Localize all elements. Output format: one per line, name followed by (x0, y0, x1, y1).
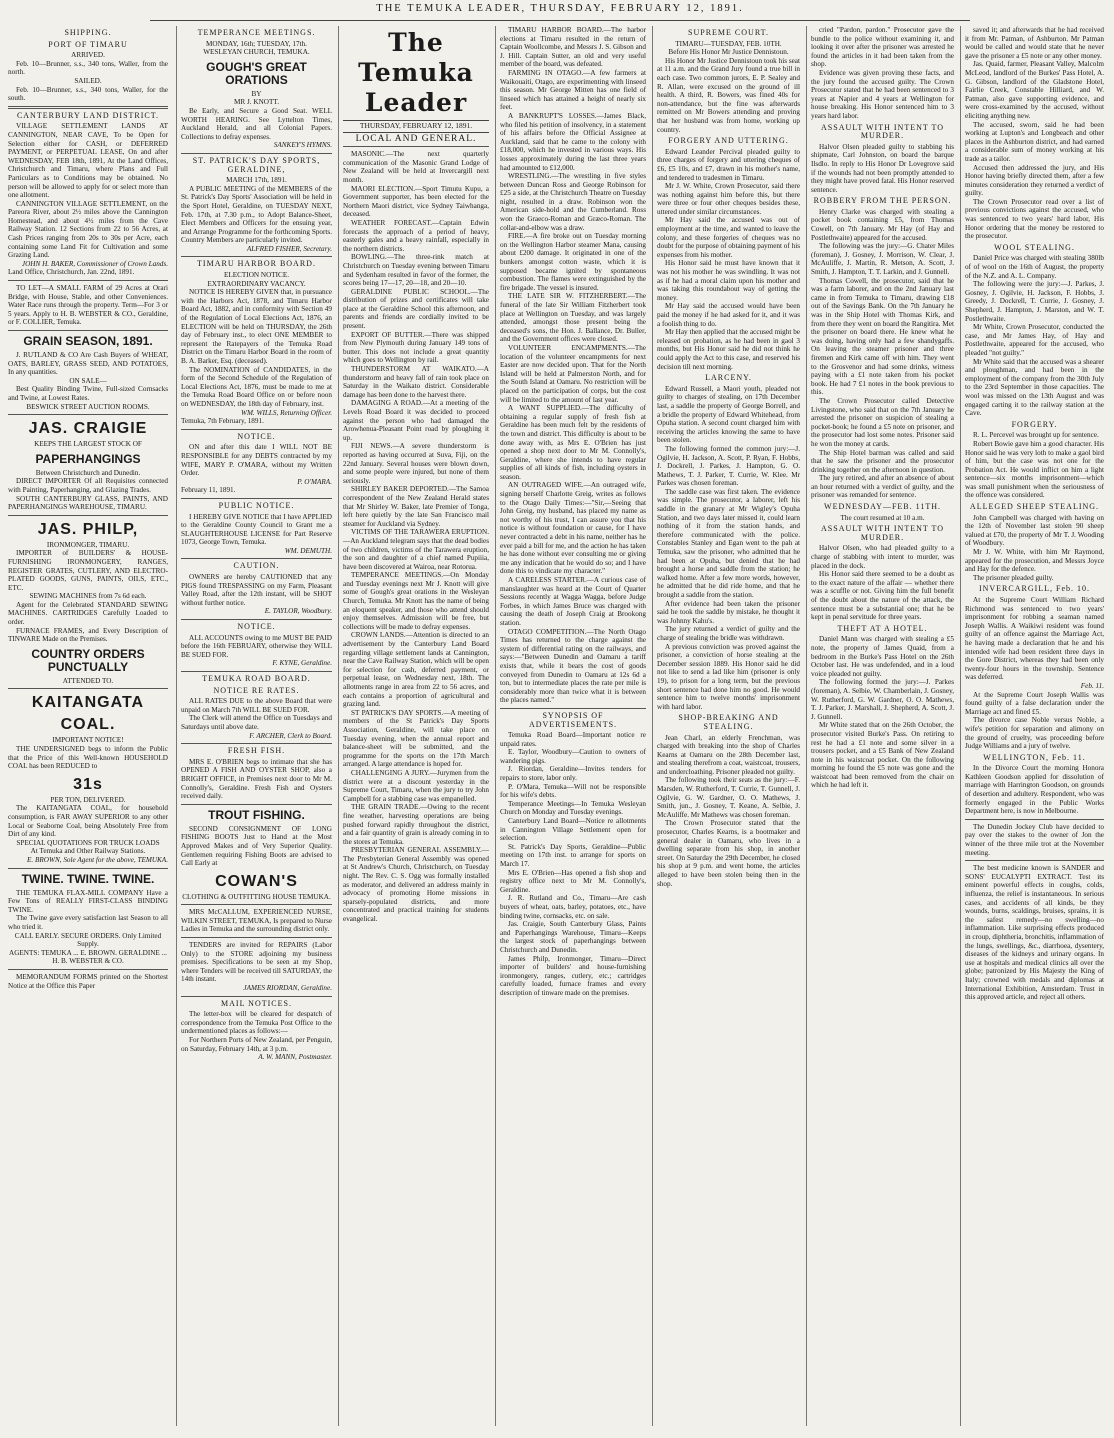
fresh-fish-text: MRS E. O'BRIEN begs to intimate that she has OPENED A FISH AND OYSTER SHOP, also a BRIGHT OFFICE, in Premises next door to Mr M. Connolly's, Geraldine. Fresh Fish and Oysters received daily. (181, 757, 332, 801)
notice2-heading: NOTICE. (237, 622, 276, 632)
grain-season-heading: GRAIN SEASON, 1891. (23, 334, 153, 348)
divider (181, 743, 332, 744)
robbery-heading: ROBBERY FROM THE PERSON. (813, 196, 952, 206)
tender-signature: JAMES RIORDAN, Geraldine. (243, 984, 332, 993)
forgery2-heading: FORGERY. (1011, 419, 1058, 429)
news-item: THE GRAIN TRADE.—Owing to the recent fine weather, harvesting operations are being pushed forward rapidly throughout the district, and a fair quantity of grain is already coming in to the stores at Temuka. (343, 803, 489, 846)
court-item: R. L. Percevel was brought up for sentence. (973, 431, 1099, 440)
by-label: BY (251, 89, 262, 98)
court-item: The Ship Hotel barman was called and said that he saw the prisoner and the prosecutor drinking together on the afternoon in question. (811, 448, 954, 474)
news-item: AN OUTRAGED WIFE.—An outraged wife, signing herself Charlotte Greig, writes as follows to the Otago Daily Times:—"Sir,—Seeing that John Greig, my husband, has placed my name as not worthy of his trust, I can assure you that his notice is without foundation or cause, for I have never contracted a debt in his name, neither has he ever paid a bill for me, and the action he has taken he has done without ever consulting me or giving me any indication that he would do so; and I have done this to vindicate my character." (500, 481, 646, 576)
synopsis-item: Mrs E. O'Brien—Has opened a fish shop and registry office next to Mr M. Connolly's, Geraldine. (500, 868, 646, 894)
twine-agents: AGENTS: TEMUKA ... E. BROWN. GERALDINE ... H. B. WEBSTER & CO. (9, 948, 167, 966)
land-ad-date: Land Office, Christchurch, Jan. 22nd, 1891. (8, 268, 135, 277)
synopsis-item: James Philp, Ironmonger, Timaru—Direct importer of builders' and house-furnishing ironmongery, ranges, cutlery, etc.; cartridges carefully loaded, furnace frames and every description of tinware made on the premises. (500, 954, 646, 997)
court-item: Evidence was given proving these facts, and the jury found the accused guilty. The Crown Prosecutor stated that he had been sentenced to 3 years at Napier and 4 years at Wellington for house breaking. His Honor sentenced him to 3 years hard labor. (811, 68, 954, 120)
court-item: The accused, sworn, said he had been working at Lupton's and Longbeach and other places in the Ashburton district, and had earned a considerable sum of money working at his trade as a tailor. (965, 120, 1104, 163)
court-item: The divorce case Noble versus Noble, a wife's petition for separation and alimony on the ground of cruelty, was proceeding before Judge Williams and a jury of twelve. (965, 716, 1104, 751)
caution-heading: CAUTION. (233, 561, 280, 571)
court-item: In the Divorce Court the morning Honora Kathleen Goodson applied for dissolution of marriage with Harrington Goodson, on grounds of desertion and adultery. Respondent, who was formerly engaged in the Public Works Department here, is now in Melbourne. (965, 764, 1104, 816)
shop-breaking-heading: SHOP-BREAKING AND STEALING. (678, 713, 779, 731)
public-notice-heading: PUBLIC NOTICE. (218, 500, 295, 510)
twine-heading: TWINE. TWINE. TWINE. (21, 871, 155, 886)
synopsis-item: J. Riordan, Geraldine—Invites tenders for repairs to store, labor only. (500, 765, 646, 783)
divider (181, 498, 332, 499)
forgery-heading: FORGERY AND UTTERING. (668, 136, 789, 146)
news-item: WEATHER FORECAST.—Captain Edwin forecasts the approach of a period of heavy, easterly gales and a heavy rainfall, especially in the northern districts. (343, 218, 489, 253)
court-item: The jury returned a verdict of guilty and the charge of stealing the bridle was withdrawn. (657, 625, 800, 642)
memorandum-ad: MEMORANDUM FORMS printed on the Shortest Notice at the Office this Paper (8, 972, 168, 990)
synopsis-item: E. Taylor, Woodbury—Caution to owners of wandering pigs. (500, 748, 646, 765)
divider (181, 671, 332, 672)
stpatrick-date: MARCH 17th, 1891. (226, 176, 287, 185)
call-early: CALL EARLY. SECURE ORDERS. Only Limited Supply. (14, 931, 162, 949)
divider (8, 280, 168, 281)
news-item: OTAGO COMPETITION.—The North Otago Times has returned to the charge against the system of differential rating on the railways, and says:—"Between Dunedin and Oamaru a tariff exists that, while it bears the cost of goods conveyed from Dunedin to Oamaru at 12s 6d a ton, but to intermediate places the rate per mile is considerably more than twice what it is between the places named." (500, 627, 646, 705)
harbour-text: NOTICE IS HEREBY GIVEN that, in pursuance with the Harbors Act, 1878, and Timaru Harbor Board Act, 1882, and in conformity with Section 49 of the Regulation of Local Elections Act, 1876, an ELECTION will be held on THURSDAY, the 26th day of February inst., to elect ONE MEMBER to represent the Ratepayers of the Temuka Road District on the Timaru Harbor Board in the room of B. A. Barker, Esq. (deceased). (181, 288, 332, 365)
synopsis-item: St. Patrick's Day Sports, Geraldine—Public meeting on 17th inst. to arrange for sports on March 17. (500, 842, 646, 868)
wellington-heading: WELLINGTON, Feb. 11. (983, 752, 1086, 762)
grain-ad-text-2: Best Quality Binding Twine, Full-sized Cornsacks and Twine, at Lowest Rates. (8, 385, 168, 402)
special-quotations: SPECIAL QUOTATIONS FOR TRUCK LOADS (16, 838, 160, 847)
divider (181, 996, 332, 997)
divider (8, 969, 168, 970)
court-item: The prisoner pleaded guilty. (973, 573, 1054, 582)
tender-ad: TENDERS are invited for REPAIRS (Labor Only) to the STORE adjoining my business premises. Specifications to be seen at my Shop, where Tenders will be received till SATURDAY, the 14th instant. (181, 941, 332, 984)
temperance-text: Be Early, and Secure a Good Seat. WELL WORTH HEARING. See Lyttelton Times, Auckland Herald, and all Colonial Papers. Collections to defray expenses. (181, 106, 332, 141)
philp-agent: Agent for the Celebrated STANDARD SEWING MACHINES. CARTRIDGES Carefully Loaded to order. (8, 600, 168, 627)
harbour-date: Temuka, 7th February, 1891. (181, 417, 264, 426)
rates-text: ALL RATES DUE to the above Board that were unpaid on March 7th WILL BE SUED FOR. (181, 697, 332, 714)
notice-heading: NOTICE. (237, 431, 276, 441)
wednesday-heading: WEDNESDAY—FEB. 11TH. (824, 502, 941, 512)
mccallum-ad: MRS McCALLUM, EXPERIENCED NURSE, WILKIN STREET, TEMUKA, Is prepared to Nurse Ladies in Temuka and the surrounding district only. (181, 908, 332, 934)
stpatrick-heading: ST. PATRICK'S DAY SPORTS, GERALDINE, (192, 155, 321, 174)
knott-name: MR J. KNOTT. (234, 98, 279, 107)
news-item: BOWLING.—The three-rink match at Christchurch on Tuesday evening between Timaru and Sydenham resulted in favor of the former, the scores being 17—17, 20—18, and 20—10. (343, 253, 489, 288)
court-item: Mr Hay said the accused was out of employment at the time, and wanted to leave the colony, and these forgeries of cheques was no doubt for the purpose of obtaining payment of his expenses from his mother. (657, 216, 800, 259)
temperance-heading: TEMPERANCE MEETINGS. (197, 28, 316, 37)
divider (965, 860, 1104, 861)
court-item: The jury retired, and after an absence of about an hour returned with a verdict of guilty, and the prisoner was remanded for sentence. (811, 474, 954, 500)
notice2-signature: F. KYNE, Geraldine. (272, 659, 332, 668)
column-3 (338, 26, 493, 1426)
philp-heading: JAS. PHILP, (37, 520, 139, 538)
news-item: A CARELESS STARTER.—A curious case of manslaughter was heard at the Court of Quarter Sessions recently at Wagga Wagga, before Judge Forbes, in which James Bruce was charged with causing the death of Joseph Craig at Brookong station. (500, 576, 646, 627)
court-item: saved it; and afterwards that he had received it from Mr. Patman, of Ashburton. Mr Patman would be called and would state that he never gave the prisoner a £5 note or any other money. (965, 26, 1104, 60)
news-item: THUNDERSTORM AT WAIKATO.—A thunderstorm and heavy fall of rain took place on Saturday in the Waikato district. Considerable damage has been done to the harvest there. (343, 365, 489, 399)
sailed-text: Feb. 10—Brunner, s.s., 340 tons, Waller, for the south. (8, 85, 168, 103)
theft-heading: THEFT AT A HOTEL. (837, 623, 928, 633)
cowan-subheading: CLOTHING & OUTFITTING HOUSE TEMUKA. (182, 892, 331, 901)
on-sale-label: ON SALE— (69, 376, 107, 385)
sheep-stealing-heading: ALLEGED SHEEP STEALING. (969, 502, 1100, 512)
eucalypti-ad: The best medicine known is SANDER and SONS' EUCALYPTI EXTRACT. Test its eminent powerful effects in coughs, colds, influenza, the relief is instantaneous. In serious cases, and accidents of all kinds, be they wounds, burns, scaldings, bruises, sprains, it is the safest remedy—no swelling—no inflammation. Like surprising effects produced in croup, diphtheria, bronchitis, inflammation of the lungs, swellings, &c., diarrhoea, dysentery, diseases of the kidneys and urinary organs. In use at hospitals and medical clinics all over the globe; patronized by His Majesty the King of Italy; crowned with medals and diplomas at International Exhibition, Amsterdam. Trust in this approved article, and reject all others. (965, 864, 1104, 1002)
trout-fishing-text: SECOND CONSIGNMENT OF LONG FISHING BOOTS Just to Hand at the Most Approved Makes and of Very Superior Quality. Gentlemen requiring Fishing Boots are advised to Call Early at (181, 824, 332, 868)
court-item: At the Supreme Court William Richard Richmond was sentenced to two years' imprisonment for robbing a seaman named Joseph Wallis. A Waikiwi resident was found guilty of an offence against the Marriage Act, he having made a declaration that he and his intended wife had been resident three days in the Gore District, whereas they had been only twenty-four hours in the township. Sentence was deferred. (965, 596, 1104, 682)
news-item: SHIRLEY BAKER DEPORTED.—The Samoa correspondent of the New Zealand Herald states that Mr Shirley W. Baker, late Premier of Tonga, left here quietly by the late San Francisco mail steamer for Auckland via Sydney. (343, 485, 489, 528)
philp-sewing: SEWING MACHINES from 7s 6d each. (29, 592, 147, 601)
synopsis-item: Temperance Meetings—In Temuka Wesleyan Church on Monday and Tuesday evenings. (500, 799, 646, 817)
court-item: Mr Hay then applied that the accused might be released on probation, as he had been in gaol 3 months, but His Honor said he did not think he could apply the Act to this case, and reserved his decision till next morning. (657, 328, 800, 371)
divider (181, 256, 332, 257)
rates-text-2: The Clerk will attend the Office on Tuesdays and Saturdays until above date. (181, 714, 332, 731)
court-item: Jas. Quaid, farmer, Pleasant Valley, Malcolm McLeod, landlord of the Burkes' Pass Hotel, A. G. Gibson, landlord of the Gladstone Hotel, Fairlie Creek, Constable Hilliard, and W. Patman, also gave supporting evidence, and were cross-examined by the accused, without eliciting anything new. (965, 60, 1104, 120)
rates-heading: NOTICE RE RATES. (213, 685, 300, 695)
court-item: After evidence had been taken the prisoner said he took the saddle by mistake, he thought it was Johnny Kahu's. (657, 599, 800, 625)
public-notice-text: I HEREBY GIVE NOTICE that I have APPLIED to the Geraldine County Council to Grant me a SLAUGHTERHOUSE LICENSE for Part Reserve 1073, George Town, Temuka. (181, 512, 332, 547)
court-item: Daniel Mann was charged with stealing a £5 note, the property of James Quaid, from a bedroom in the Burke's Pass Hotel on the 26th October last. He was undefended, and in a loud voice pleaded not guilty. (811, 635, 954, 678)
land-ad-text: VILLAGE SETTLEMENT LANDS AT CANNINGTON, NEAR CAVE, To be Open for Selection either for CASH, or DEFERRED PAYMENT, or PERPETUAL LEASE, On and after WEDNESDAY, FEB 18th, 1891, At the Land Offices, Christchurch and Timaru, where Plans and Full Particulars as to Conditions may be obtained. No person will be allowed to apply for or select more than one allotment. (8, 122, 168, 200)
sailed-label: SAILED. (74, 76, 102, 85)
court-item: cried "Pardon, pardon." Prosecutor gave the bundle to the police without examining it, and looking it over after the prisoner was arrested he found the articles in it had been taken from the shop. (811, 26, 954, 69)
news-item: VOLUNTEER ENCAMPMENTS.—The location of the volunteer encampments for next Easter are now decided upon. That for the North Island will be held at Palmerston North, and for the South Island at Oamaru. No restriction will be placed on the participation of corps, but the cost will be limited to the amount of last year. (500, 343, 646, 404)
notice-signature: P. O'MARA. (297, 477, 332, 486)
notice-text: ON and after this date I WILL NOT BE RESPONSIBLE for any DEBTS contracted by my WIFE, MARY P. O'MARA, without my Written Order. (181, 443, 332, 478)
coal-text: THE UNDERSIGNED begs to inform the Public that the Price of this Well-known HOUSEHOLD COAL has been REDUCED to (8, 745, 168, 771)
news-item: FIJI NEWS.—A severe thunderstorm is reported as having occurred at Suva, Fiji, on the 22nd January. Several houses were blown down, and some people were injured, but none of them seriously. (343, 442, 489, 485)
court-item: Mr White stated that on the 26th October, the prosecutor visited Burke's Pass. On retiring to rest he had a £1 note and some silver in a trousers pocket, and a £5 Bank of New Zealand note in his waistcoat pocket. On the following morning he found the £5 note was gone and the waistcoat had been removed from the chair on which he had left it. (811, 721, 954, 790)
news-item: PRESBYTERIAN GENERAL ASSEMBLY.—The Presbyterian General Assembly was opened at St Andrew's Church, Christchurch, on Tuesday night. The Rev. C. S. Ogg was formally installed as moderator, and delivered an address mainly in advocacy of promoting Home missions in sparsely-populated districts, and more concentrated and practical training for students evangelical. (343, 846, 489, 924)
court-item: Halvor Olsen, who had pleaded guilty to a charge of stabbing with intent to murder, was placed in the dock. (811, 544, 954, 570)
news-item: DAMAGING A ROAD.—At a meeting of the Levels Road Board it was decided to proceed against the person who had damaged the Arowhenua-Pleasant Point road by ploughing it up. (343, 399, 489, 442)
divider (965, 819, 1104, 820)
court-item: Mr Hay said the accused would have been paid the money if he had asked for it, and it was a foolish thing to do. (657, 302, 800, 328)
court-item: Henry Clarke was charged with stealing a pocket book containing £5, from Thomas Cowell, on 7th January. Mr Hay (of Hay and Postlethwaite) appeared for the accused. (811, 207, 954, 242)
column-6 (806, 26, 958, 1426)
divider (181, 904, 332, 905)
court-item: Jean Charl, an elderly Frenchman, was charged with breaking into the shop of Charles Kearns at Oamaru on the 28th December last, and stealing therefrom a coat, waistcoat, trousers, and undercloathing. Prisoner pleaded not guilty. (657, 733, 800, 776)
grain-ad-text: J. RUTLAND & CO Are Cash Buyers of WHEAT, OATS, BARLEY, GRASS SEED, AND POTATOES, In any quantities. (8, 351, 168, 377)
wesleyan-church: WESLEYAN CHURCH, TEMUKA. (203, 48, 310, 57)
important-notice: IMPORTANT NOTICE! (52, 736, 124, 745)
supreme-court-heading: SUPREME COURT. (688, 28, 769, 37)
news-item: FARMING IN OTAGO.—A few farmers at Waikouaiti, Otago, are experimenting with linseed this season. Mr George Mitten has one field of linseed which has attained a height of nearly six feet. (500, 68, 646, 112)
newspaper-logo: The Temuka Leader (358, 28, 474, 117)
notice2-text: ALL ACCOUNTS owing to me MUST BE PAID before the 16th FEBRUARY, otherwise they WILL BE SUED FOR. (181, 633, 332, 659)
court-item: The saddle case was first taken. The evidence was simple. The prosecutor, a laborer, left his saddle in the granary at Mr Wigley's Opuha Station, and two days later missed it, could learn nothing of it from the station hands, and therefore communicated with the police. Constables Stanley and Egan went to the pah at Temuka, saw the prisoner, who admitted that he had been at Opuha, but denied that he had brought a horse and saddle from the station; he walked home. After a few more words, however, he admitted that he did ride home, and that he brought a saddle from the station. (657, 487, 800, 599)
paperhangings-heading: PAPERHANGINGS (35, 451, 141, 466)
coal-price: 31s (73, 775, 103, 793)
court-item: Edward Leander Percival pleaded guilty to three charges of forgery and uttering cheques of £6, £5 10s, and £7, drawn in his mother's name, and tendered to tradesmen in Timaru. (657, 147, 800, 182)
attended-label: ATTENDED TO. (62, 676, 114, 685)
divider (181, 153, 332, 154)
shipping-heading: SHIPPING. (64, 28, 112, 37)
temperance-dates: MONDAY, 16th; TUESDAY, 17th. (206, 39, 307, 48)
news-item: FIRE.—A fire broke out on Tuesday morning on the Wellington Harbor steamer Mana, causing about £200 damage. It originated in one of the bunkers amongst cotton waste, which it is supposed became ignited by spontaneous combustion. The flames were extinguished by the fire brigade. The vessel is insured. (500, 232, 646, 292)
mail-notices-heading: MAIL NOTICES. (221, 998, 292, 1008)
court-item: The following formed the common jury:—J. Ogilvie, H. Jackson, A. Scott, P. Ryan, F. Hobbs, J. Dockrell, J. Parkes, J. Hampton, G. O. Mathews, T. J. Parker, T. Currie, W. Klee. Mr Parkes was chosen foreman. (657, 444, 800, 488)
synopsis-item: Temuka Road Board—Important notice re unpaid rates. (500, 731, 646, 748)
assault-heading: ASSAULT WITH INTENT TO MURDER. (821, 122, 944, 141)
land-ad-text-2: CANNINGTON VILLAGE SETTLEMENT, on the Pareora River, about 2½ miles above the Cannington Homestead, and about 4½ miles from the Cave Railway Station. 12 Sections from 22 to 56 Acres, at Cash Prices ranging from 20s to 30s per Acre, each containing some Land Fit for Cultivation and some Grazing Land. (8, 199, 168, 260)
cowan-heading: COWAN'S (215, 872, 298, 890)
court-item: The following were the jury:—J. Parkes, J. Gosney, J. Ogilvie, H. Jackson, F. Hobbs, J. Greedy, J. Dockrell, T. Currie, J. Gosney, J. Shepherd, J. Hampton, J. Marston, and W. T. Postlethwaite. (965, 280, 1104, 323)
court-item: Halvor Olsen pleaded guilty to stabbing his shipmate, Carl Johnston, on board the barque Ilsdlo. In reply to His Honor Dr Lovegrove said if the wounds had not been promptly attended to they might have proved fatal. His Honor reserved sentence. (811, 142, 954, 194)
court-item: Mr White said that the accused was a shearer and ploughman, and had been in the employment of the company from the 30th July to the 23rd September in those capacities. The wool was missed on the 13th August and was engaged carting it to the railway station at the Cave. (965, 357, 1104, 418)
court-item: Mr J. W. White, with him Mr Raymond, appeared for the prosecution, and Messrs Joyce and Hay for the defence. (965, 548, 1104, 574)
land-ad-signature: JOHN H. BAKER, Commissioner of Crown Lands. (21, 259, 168, 268)
news-item: TEMPERANCE MEETINGS.—On Monday and Tuesday evenings next Mr J. Knott will give some of Gough's great orations in the Wesleyan Church, Temuka. Mr Knott has the name of being an eloquent speaker, and those who attend should enjoy themselves. Admission will be free, but collections will be made to defray expenses. (343, 571, 489, 631)
mail-text-2: For Northern Ports of New Zealand, per Penguin, on Saturday, February 14th, at 3 p.m. (181, 1036, 332, 1053)
harbour-signature: WM. WILLS, Returning Officer. (240, 408, 332, 417)
stpatrick-text: A PUBLIC MEETING of the MEMBERS of the St. Patrick's Day Sports' Association will be held in the Sport Hotel, Geraldine, on TUESDAY NEXT, Feb. 17th, at 7.30 p.m., to Adopt Balance-Sheet, Elect Members and Officers for the ensuing year, and Arrange Programme for the forthcoming Sports. Country Members are particularly invited. (181, 184, 332, 245)
divider (8, 515, 168, 516)
news-item: The Dunedin Jockey Club have decided to pay over the stakes to the owner of Jon the winner of the three mile trot at the November meeting. (965, 822, 1104, 857)
local-general-heading: LOCAL AND GENERAL. (355, 133, 477, 144)
court-item: Thomas Cowell, the prosecutor, said that he was a farm laborer, and on the 2nd January last came in from Temuka to Timaru, drawing £18 out of the Savings Bank. On the 7th January he was in the Ship Hotel with Thomas Kirk, and from there they went on board the Rangitira. Met the prisoner on board there. He knew what he was doing, having only had a few shandygaffs. On leaving the steamer prisoner and three firemen and Kirk came off with him. They went to the Grosvenor and had some drinks, witness paying with a £1 note taken from his pocket book. He had 7 £1 notes in the book previous to this. (811, 276, 954, 397)
column-2 (176, 26, 336, 1426)
synopsis-heading: SYNOPSIS OF ADVERTISEMENTS. (528, 710, 618, 729)
to-let-ad: TO LET—A SMALL FARM of 29 Acres at Orari Bridge, with House, Stable, and other Conveniences. Water Race runs through the property. Term—For 3 or 5 years. Apply to H. B. WEBSTER & CO., Geraldine, or F. COLLIER, Temuka. (8, 284, 168, 327)
philp-subheading: IRONMONGER, TIMARU. (46, 540, 130, 549)
column-4 (495, 26, 650, 1426)
synopsis-item: P. O'Mara, Temuka—Will not be responsible for his wife's debts. (500, 782, 646, 800)
railway-stations: At Temuka and Other Railway Stations. (30, 847, 146, 856)
court-subheading: TIMARU—TUESDAY, FEB. 10TH. (675, 39, 782, 48)
masthead-text: THE TEMUKA LEADER, THURSDAY, FEBRUARY 12, 1891. (376, 3, 744, 14)
public-notice-signature: WM. DEMUTH. (284, 546, 332, 555)
caution-signature: E. TAYLOR, Woodbury. (264, 607, 332, 616)
court-item: The following took their seats as the jury:—F. Marsden, W. Rutherford, T. Currie, T. Gunnell, J. Ogilvie, G. W. Gardner, O. O. Mathews, J. Smith, jun., J. Gosney, T. Keane, A. Selbie, J. McAuliffe. Mr Mathews was chosen foreman. (657, 776, 800, 819)
divider (8, 414, 168, 415)
divider (181, 619, 332, 620)
court-item: Daniel Price was charged with stealing 380lb of of wool on the 16th of August, the property of the N.Z. and A. L. Company. (965, 254, 1104, 280)
rates-signature: F. ARCHER, Clerk to Board. (249, 731, 332, 740)
news-item: EXPORT OF BUTTER.—There was shipped from New Plymouth during January 149 tons of butter. This does not include a great quantity which goes to Wellington by rail. (343, 330, 489, 365)
stpatrick-signature: ALFRED FISHER, Secretary. (246, 244, 332, 253)
philp-text: IMPORTER of BUILDERS' & HOUSE-FURNISHING IRONMONGERY, RANGES, REGISTER GRATES, CUTLERY, AND ELECTRO-PLATED GOODS, GUNS, PAINTS, OILS, ETC., ETC. (8, 549, 168, 592)
land-district-heading: CANTERBURY LAND DISTRICT. (16, 110, 160, 120)
court-item: The following formed the jury:—J. Parkes (foreman), A. Selbie, W. Chamberlain, J. Gosney, W. Rutherford, G. W. Gardner, O. O. Mathews, T. J. Parker, J. Marshall, J. Shepherd, A. Scott, J. J. Gunnell. (811, 678, 954, 721)
harbour-board-heading: TIMARU HARBOR BOARD. (197, 259, 316, 269)
divider (181, 804, 332, 805)
news-item: A WANT SUPPLIED.—The difficulty of obtaining a regular supply of fresh fish at Geraldine has been much felt by the residents of the town and district. This difficulty is about to be done away with, as Mrs E. O'Brien has just opened a shop next door to Mr M. Connolly's, Geraldine, where she intends to have regular supplies of all kinds of fish, including oysters in season. (500, 404, 646, 481)
craigie-text-3: DIRECT IMPORTER Of all Requisites connected with Painting, Paperhanging, and Glazing Trades. (8, 477, 168, 494)
gough-heading: GOUGH'S GREAT ORATIONS (206, 59, 307, 87)
craigie-text-4: SOUTH CANTERBURY GLASS, PAINTS, AND PAPERHANGINGS WAREHOUSE, TIMARU. (8, 494, 168, 512)
kaitangata-heading: KAITANGATA (31, 694, 145, 712)
synopsis-item: J. R. Rutland and Co., Timaru—Are cash buyers of wheat, oats, barley, potatoes, etc., have binding twine, cornsacks, etc. on sale. (500, 894, 646, 920)
court-item: The following was the jury:—G. Chater Miles (foreman), J. Gosney, J. Morrison, W. Clear, J. McAuliffe, J. Martin, R. Metson, A. Scott, J. Smith, J. Hampton, T. T. Larkin, and J. Gunnell. (811, 242, 954, 277)
divider (181, 429, 332, 430)
arrived-label: ARRIVED. (71, 51, 105, 60)
court-item: His Honor said he must have known that it was not his mother he was swindling. It was not as if he had a moral claim upon his mother and was taking this roundabout way of getting the money. (657, 259, 800, 302)
mail-signature: A. W. MANN, Postmaster. (258, 1053, 332, 1062)
column-5 (652, 26, 804, 1426)
news-item: A BANKRUPT'S LOSSES.—James Black, who filed his petition of insolvency, in a statement of his affairs before the Official Assignee at Auckland, said that he came to the colony with £18,000, which he invested in various ways. His losses approximately during the last three years had amounted to £12,000. (500, 111, 646, 172)
assault2-heading: ASSAULT WITH INTENT TO MURDER. (821, 524, 944, 542)
divider (8, 688, 168, 689)
divider (8, 330, 168, 331)
divider (8, 868, 168, 869)
craigie-heading: JAS. CRAIGIE (28, 420, 148, 438)
court-before: Before His Honor Mr Justice Dennistoun. (668, 48, 789, 57)
news-item: CROWN LANDS.—Attention is directed to an advertisement by the Canterbury Land Board regarding village settlement lands at Cannington, near the Cave Railway Station, which will be open for selection for cash, deferred payment, or perpetual lease, on Wednesday next, 18th. The allotments range in area from 22 to 56 acres, and each contains a proportion of agricultural and grazing land. (343, 631, 489, 709)
fresh-fish-heading: FRESH FISH. (227, 746, 286, 756)
road-board-heading: TEMUKA ROAD BOARD. (202, 674, 311, 683)
trout-fishing-heading: TROUT FISHING. (208, 807, 305, 822)
country-orders-heading: COUNTRY ORDERS PUNCTUALLY (31, 646, 145, 674)
news-item: WRESTLING.—The wrestling in five styles between Duncan Ross and George Robinson for £25 a side, at the Christchurch Theatre on Tuesday night, resulted in a draw. Robinson won the American side-hold and the Cumberland. Ross won the Graeco-Roman and Græco-Roman. The collar-and-elbow was a draw. (500, 172, 646, 232)
column-7 (960, 26, 1108, 1426)
court-item: Mr White, Crown Prosecutor, conducted the case, and Mr James Hay, of Hay and Postlethwaite, appeared for the accused, who pleaded "not guilty." (965, 323, 1104, 357)
page-masthead (150, 3, 970, 21)
column-1 (8, 26, 172, 1426)
news-item: ST PATRICK'S DAY SPORTS.—A meeting of members of the St Patrick's Day Sports Association, Geraldine, will take place on Tuesday evening, when the annual report and balance-sheet will be submitted, and the programme for the sports on the 17th March arranged. A large attendance is hoped for. (343, 708, 489, 769)
news-item: TIMARU HARBOR BOARD.—The harbor elections at Timaru resulted in the return of Captain Woollcombe, and Messrs J. S. Gibson and J. Hill. Captain Sutter, an old and very useful member of the board, was defeated. (500, 26, 646, 69)
court-item: The Crown Prosecutor stated that the prosecutor, Charles Kearns, is a bootmaker and general dealer in Oamaru, who lives in a dwelling separate from his shop, in another street. On Saturday the 29th December, he closed his shop at 9 p.m. and went home, the articles alleged to have been stolen being then in the shop. (657, 819, 800, 888)
beswick-address: BESWICK STREET AUCTION ROOMS. (26, 402, 150, 411)
coal-heading: COAL. (60, 716, 116, 734)
divider (343, 146, 489, 147)
wool-stealing-heading: WOOL STEALING. (994, 242, 1075, 252)
news-item: CHALLENGING A JURY.—Jurymen from the district were at a discount yesterday in the Supreme Court, Timaru, when the jury to try John Campbell for a stabbing case was empanelled. (343, 768, 489, 803)
divider (181, 937, 332, 938)
court-resumed: The court resumed at 10 a.m. (840, 513, 925, 522)
news-item: MASONIC.—The next quarterly communication of the Masonic Grand Lodge of New Zealand will be held at Invercargill next month. (343, 150, 489, 184)
sankey-label: SANKEY'S HYMNS. (273, 141, 332, 150)
craigie-tagline: KEEPS THE LARGEST STOCK OF (34, 440, 142, 449)
court-item: Accused then addressed the jury, and His Honor having briefly directed them, after a few minutes consideration they returned a verdict of guilty. (965, 163, 1104, 198)
court-item: Mr J. W. White, Crown Prosecutor, said there was nothing against him before this, but there were three or four other cheques besides these, uttered under similar circumstances. (657, 182, 800, 216)
philp-furnace: FURNACE FRAMES, and Every Description of TINWARE Made on the Premises. (8, 626, 168, 644)
court-item: John Campbell was charged with having on the 12th of November last stolen 90 sheep valued at £70, the property of Mr T. J. Wooding of Woodbury. (965, 513, 1104, 548)
divider (500, 708, 646, 709)
court-item: At the Supreme Court Joseph Wallis was found guilty of a false declaration under the Marriage act and fined £5. (965, 690, 1104, 716)
news-item: VICTIMS OF THE TARAWERA ERUPTION.—An Auckland telegram says that the dead bodies of two children, victims of the Tarawera eruption, the son and daughter of a chief named Pupiiia, have been discovered at Wairoa, near Rotorua. (343, 528, 489, 571)
issue-date: THURSDAY, FEBRUARY 12, 1891. (343, 120, 489, 133)
port-heading: PORT OF TIMARU (48, 39, 128, 49)
news-item: THE LATE SIR W. FITZHERBERT.—The funeral of the late Sir William Fitzherbert took place at Wellington on Tuesday, and was largely attended, amongst those present being the deceased's sons, the Hon. J. Ballance, Dr. Buller, and the Government offices were closed. (500, 292, 646, 344)
synopsis-item: Canterbury Land Board—Notice re allotments in Cannington Village Settlement open for selection. (500, 817, 646, 843)
craigie-text-2: Between Christchurch and Dunedin. (35, 468, 141, 477)
feb11-dateline: Feb. 11. (1080, 681, 1104, 690)
divider (8, 106, 168, 109)
arrived-text: Feb. 10—Brunner, s.s., 340 tons, Waller, from the north. (8, 59, 168, 77)
vacancy-label: EXTRAORDINARY VACANCY. (207, 279, 306, 288)
caution-text: OWNERS are hereby CAUTIONED that any PIGS found TRESPASSING on my Farm, Pleasant Valley Road, after the 12th instant, will be SHOT without further notice. (181, 573, 332, 607)
court-item: His Honor Mr Justice Dennistoun took his seat at 11 a.m. and the Grand Jury found a true bill in each case. Two common jurors, E. P. Sealey and R. Allan, were excused on the ground of ill health. A third, R. Bowers, was fined 40s for non-attendance, but the fine was afterwards remitted on Mr Bowers attending and proving that her husband was from home, working up country. (657, 56, 800, 134)
court-item: Robert Bowie gave him a good character. His Honor said he was very loth to make a gaol bird of him, but the case was not one for the Probation Act. He would inflict on him a light sentence—six months imprisonment—which was small punishment when the seriousness of the offence was considered. (965, 439, 1104, 500)
invercargill-heading: INVERCARGILL, Feb. 10. (978, 584, 1091, 594)
election-notice-label: ELECTION NOTICE. (223, 271, 290, 280)
court-item: His Honor said there seemed to be a doubt as to the exact nature of the affair — whether there was a scuffle or not. Giving him the full benefit of the doubt about the nature of the attack, the sentence must be a substantial one; that he be kept in penal servitude for three years. (811, 570, 954, 622)
mail-text: The letter-box will be cleared for despatch of correspondence from the Temuka Post Office to the undermentioned places as follows:— (181, 1010, 332, 1036)
coal-text-2: The KAITANGATA COAL, for household consumption, is FAR AWAY SUPERIOR to any other Local or Seaborne Coal, being Absolutely Free from Dirt of any kind. (8, 804, 168, 839)
per-ton-label: PER TON, DELIVERED. (50, 795, 126, 804)
harbour-text-2: The NOMINATION of CANDIDATES, in the form of the Second Schedule of the Regulation of Local Elections Act, 1876, must be made to me at the Temuka Road Board Office on or before noon on WEDNESDAY, the 18th day of February, inst. (181, 365, 332, 408)
twine-text: THE TEMUKA FLAX-MILL COMPANY Have a Few Tons of REALLY FIRST-CLASS BINDING TWINE. (8, 888, 168, 914)
court-item: Edward Russell, a Maori youth, pleaded not guilty to charges of stealing, on 17th December last, a saddle the property of George Borrell, and a bridle the property of Edward Whitehead, from Opuha station. A second count charged him with receiving the articles knowing the same to have been stolen. (657, 384, 800, 445)
twine-text-2: The Twine gave every satisfaction last Season to all who tried it. (8, 914, 168, 931)
divider (181, 558, 332, 559)
synopsis-item: Jas. Craigie, South Canterbury Glass, Paints and Paperhangings Warehouse, Timaru—Keeps the largest stock of paperhangings between Christchurch and Dunedin. (500, 920, 646, 954)
court-item: The Crown Prosecutor read over a list of previous convictions against the accused, who was sentenced to two years' hard labor, His Honor ordering that the money be restored to the prosecutor. (965, 197, 1104, 241)
court-item: A previous conviction was proved against the prisoner, a conviction of horse stealing at the December session 1889. His Honor said he did not like to send a lad like him (prisoner is only 19), to prison for a long term, but the previous short sentence had done him no good. He would sentence him to twelve months' imprisonment with hard labor. (657, 642, 800, 711)
news-item: MAORI ELECTION.—Sport Timutu Kupu, a Government supporter, has been elected for the Northern Maori district, vice Sydney Taiwhanga, deceased. (343, 184, 489, 219)
larceny-heading: LARCENY. (705, 373, 752, 383)
notice-date: February 11, 1891. (181, 486, 236, 495)
news-item: GERALDINE PUBLIC SCHOOL.—The distribution of prizes and certificates will take place at the Geraldine School this afternoon, and parents and friends are cordially invited to be present. (343, 287, 489, 331)
court-item: The Crown Prosecutor called Detective Livingstone, who said that on the 7th January he arrested the prisoner on suspicion of stealing a pocket-book; he found a £5 note on prisoner, and the prosecutor had lost some notes. Prisoner said he won the money at cards. (811, 396, 954, 448)
brown-signature: E. BROWN, Sole Agent for the above, TEMUKA. (27, 855, 168, 864)
